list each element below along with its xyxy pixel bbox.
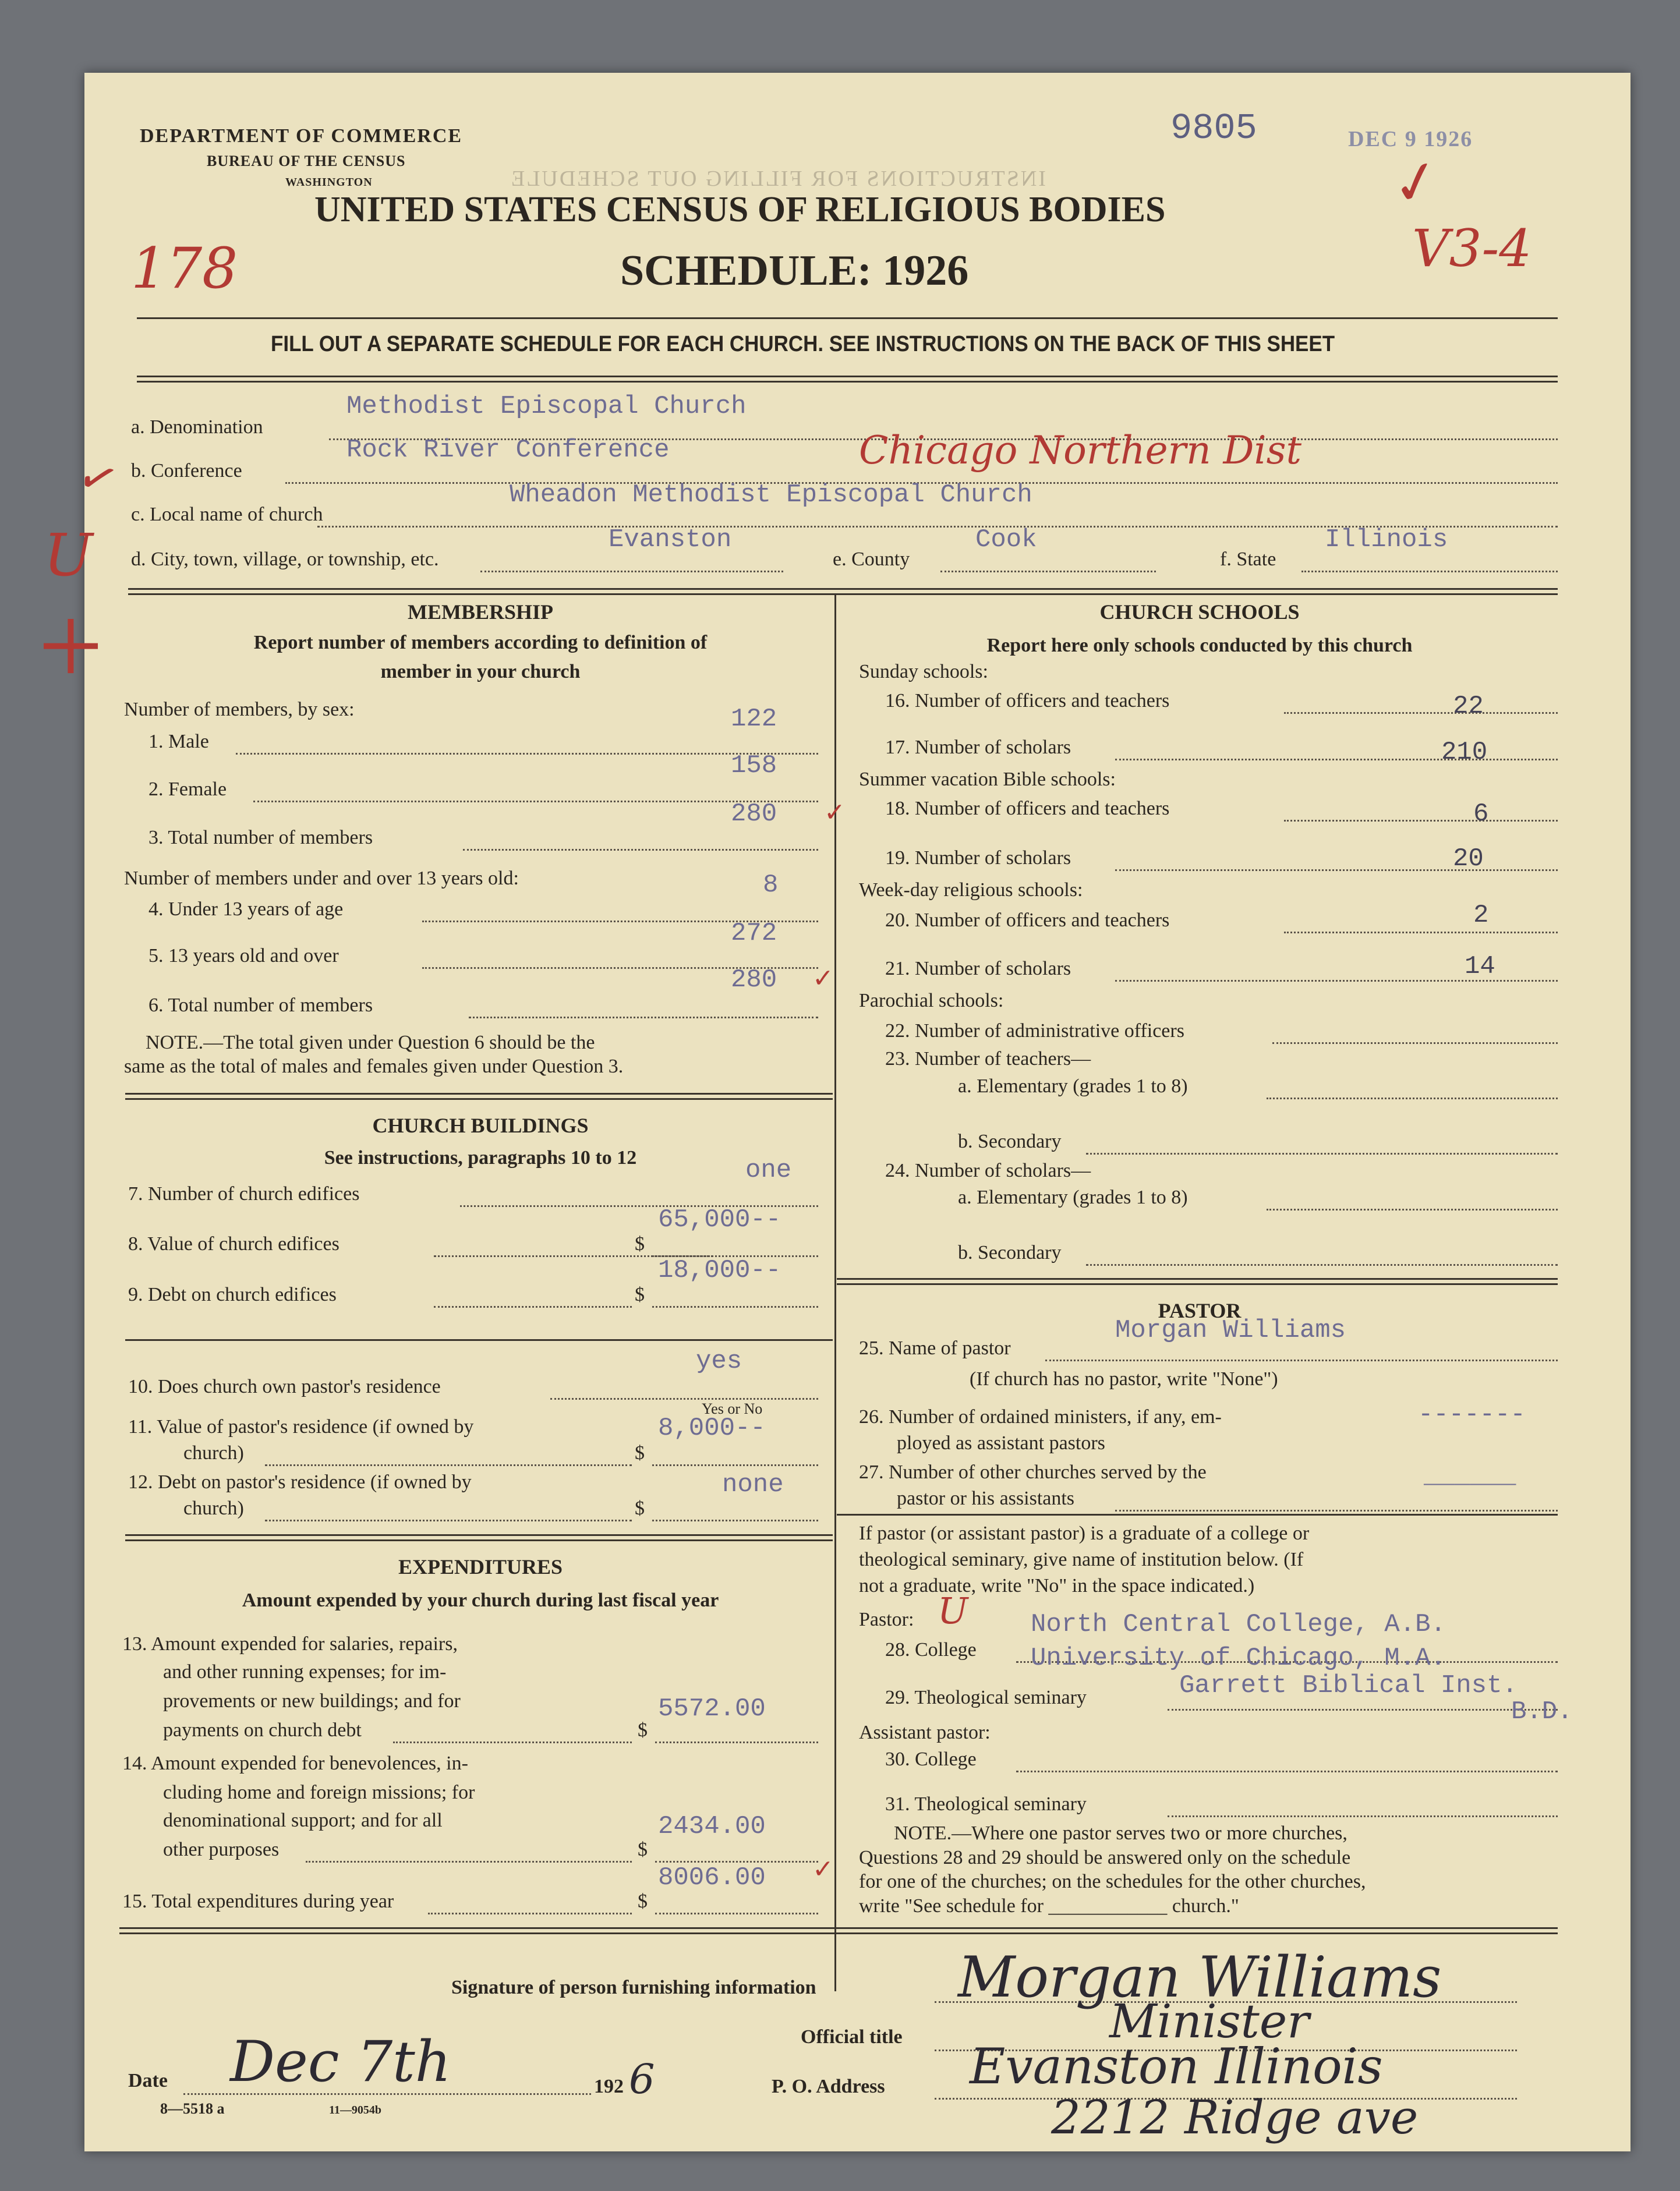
pastor-name-value: Morgan Williams [1115,1316,1346,1345]
form-number: 8—5518 a [160,2100,225,2117]
margin-check-icon: ✓ [70,448,125,510]
total-members-check-icon: ✓ [824,798,846,827]
q27-label-1: 27. Number of other churches served by the [859,1461,1207,1483]
q17-line [1115,759,1558,760]
q13-text-1: 13. Amount expended for salaries, repairs, [122,1633,458,1655]
q16-value: 22 [1453,692,1484,721]
graduate-instruction-3: not a graduate, write "No" in the space indicated.) [859,1575,1255,1597]
expenditures-heading: EXPENDITURES [398,1555,563,1578]
graduate-instruction-2: theological seminary, give name of institution below. (If [859,1549,1304,1570]
buildings-inner-rule [125,1339,833,1341]
date-label: Date [128,2070,168,2091]
male-label: 1. Male [148,731,209,752]
residence-value-amount: 8,000-- [658,1414,766,1443]
state-line [1301,571,1558,572]
q29-line [1168,1709,1558,1711]
q23-label: 23. Number of teachers— [885,1048,1091,1070]
q13-line [393,1742,632,1743]
margin-plus-mark: + [38,582,104,710]
q26-value: ------- [1418,1400,1526,1429]
graduate-instruction-1: If pastor (or assistant pastor) is a graduate of a college or [859,1523,1310,1544]
q13-dollar: $ [638,1719,648,1741]
schools-rule [837,1278,1558,1285]
q18-label: 18. Number of officers and teachers [885,798,1170,819]
census-schedule-sheet [38,73,1631,2151]
fill-out-instruction: FILL OUT A SEPARATE SCHEDULE FOR EACH CHURCH. SEE INSTRUCTIONS ON THE BACK OF THIS SHEET [271,332,1335,356]
edifices-debt-amount: 18,000-- [658,1256,781,1285]
residence-value-amount-line [652,1464,818,1466]
church-name-value: Wheadon Methodist Episcopal Church [510,480,1032,509]
section-rule [128,588,1558,595]
total-members-value: 280 [731,799,777,829]
po-address-value: Evanston Illinois [970,2038,1383,2095]
q14-text-4: other purposes [163,1839,280,1860]
membership-subheading-1: Report number of members according to definition of [253,632,708,653]
residence-value-line [265,1464,632,1466]
q20-line [1284,932,1558,933]
buildings-heading: CHURCH BUILDINGS [372,1114,589,1137]
q15-amount: 8006.00 [658,1863,766,1892]
seminary-value-2: B.D. [1511,1697,1573,1726]
edifices-debt-dollar: $ [635,1284,645,1305]
denomination-value: Methodist Episcopal Church [346,392,747,421]
date-value: Dec 7th [230,2029,451,2094]
city-label: d. City, town, village, or township, etc. [131,548,439,570]
residence-debt-label-2: church) [183,1498,244,1519]
under-13-value: 8 [763,870,779,900]
po-address-street: 2212 Ridge ave [1051,2090,1419,2144]
q22-label: 22. Number of administrative officers [885,1020,1184,1042]
edifices-debt-amount-line [652,1306,818,1308]
q25-note: (If church has no pastor, write "None") [970,1368,1278,1390]
total-members-label: 3. Total number of members [148,827,373,848]
state-value: Illinois [1325,525,1448,554]
conference-value: Rock River Conference [346,436,670,465]
q24a-label: a. Elementary (grades 1 to 8) [958,1187,1188,1208]
residence-debt-amount-line [652,1520,818,1521]
q27-value: ______ [1424,1461,1516,1491]
q23a-line [1267,1098,1558,1099]
edifices-value-amount: 65,000-- [658,1205,781,1234]
q27-label-2: pastor or his assistants [897,1488,1075,1509]
q13-amount-line [655,1742,818,1743]
q16-label: 16. Number of officers and teachers [885,690,1170,712]
q17-label: 17. Number of scholars [885,737,1071,758]
members-by-sex-label: Number of members, by sex: [124,699,355,720]
membership-note-2: same as the total of males and females given under Question 3. [124,1056,624,1077]
parochial-schools-label: Parochial schools: [859,990,1004,1011]
q14-amount-line [655,1861,818,1863]
membership-rule [125,1093,833,1100]
q26-label-1: 26. Number of ordained ministers, if any, em- [859,1406,1222,1428]
signature-label: Signature of person furnishing information [451,1977,816,1998]
residence-debt-label-1: 12. Debt on pastor's residence (if owned by [128,1471,472,1493]
yes-or-no-hint: Yes or No [702,1400,763,1417]
county-value: Cook [975,525,1037,554]
total-members-age-label: 6. Total number of members [148,994,373,1016]
female-value: 158 [731,751,777,780]
college-value-2: University of Chicago, M.A. [1031,1644,1446,1673]
conference-label: b. Conference [131,460,242,482]
county-line [940,571,1156,572]
q27-line [1115,1510,1558,1512]
schools-subheading: Report here only schools conducted by this church [986,635,1413,656]
handwritten-number: 178 [131,236,238,301]
q13-amount: 5572.00 [658,1694,766,1723]
year-suffix: 6 [629,2055,655,2103]
q14-text-3: denominational support; and for all [163,1810,443,1831]
q24a-line [1267,1209,1558,1210]
q19-label: 19. Number of scholars [885,847,1071,869]
year-prefix: 192 [594,2076,624,2097]
q14-text-2: cluding home and foreign missions; for [163,1782,475,1803]
q31-label: 31. Theological seminary [885,1793,1087,1815]
conference-handwritten-district: Chicago Northern Dist [859,428,1301,473]
form-title: UNITED STATES CENSUS OF RELIGIOUS BODIES [314,190,1166,229]
q23b-line [1086,1153,1558,1155]
q18-value: 6 [1473,799,1489,829]
sunday-schools-label: Sunday schools: [859,661,988,682]
header-rule-top [137,317,1558,319]
over-13-value: 272 [731,919,777,948]
q19-line [1115,869,1558,871]
buildings-rule [125,1534,833,1541]
q15-check-icon: ✓ [812,1855,834,1884]
pastor-red-mark: U [938,1590,968,1632]
owns-residence-line [550,1398,818,1400]
q24-label: 24. Number of scholars— [885,1160,1091,1181]
q28-label: 28. College [885,1639,977,1661]
po-address-label: P. O. Address [772,2076,885,2097]
total-members-age-check-icon: ✓ [812,964,834,993]
residence-debt-amount: none [722,1470,784,1499]
q21-value: 14 [1465,952,1495,981]
vacation-schools-label: Summer vacation Bible schools: [859,769,1116,790]
edifices-count-label: 7. Number of church edifices [128,1183,360,1205]
city-line [480,571,783,572]
q24b-line [1086,1264,1558,1266]
college-value-1: North Central College, A.B. [1031,1610,1446,1639]
q13-text-2: and other running expenses; for im- [163,1661,447,1683]
q26-label-2: ployed as assistant pastors [897,1432,1105,1454]
q20-value: 2 [1473,901,1489,930]
schedule-year-title: SCHEDULE: 1926 [620,247,969,295]
pastor-heading: PASTOR [1158,1299,1242,1322]
bureau-label: BUREAU OF THE CENSUS [207,153,406,169]
pastor-note-3: for one of the churches; on the schedules for the other churches, [859,1871,1366,1892]
members-by-age-label: Number of members under and over 13 years old: [124,868,519,889]
under-13-label: 4. Under 13 years of age [148,898,344,920]
q14-line [306,1861,632,1863]
q17-value: 210 [1441,738,1488,767]
edifices-debt-label: 9. Debt on church edifices [128,1284,337,1305]
church-name-label: c. Local name of church [131,504,323,525]
q30-label: 30. College [885,1748,977,1770]
check-mark-icon: ✓ [1385,146,1447,220]
q25-line [1045,1360,1558,1361]
edifices-value-label: 8. Value of church edifices [128,1233,339,1255]
edifices-value-dollar: $ [635,1233,645,1255]
q23a-label: a. Elementary (grades 1 to 8) [958,1075,1188,1097]
q18-line [1284,820,1558,822]
membership-subheading-2: member in your church [380,661,581,682]
footer-rule [119,1927,1558,1934]
pastor-label: Pastor: [859,1609,914,1630]
q15-dollar: $ [638,1891,648,1912]
handwritten-code: V3-4 [1412,218,1532,278]
pastor-note-4: write "See schedule for ____________ church." [859,1895,1239,1917]
total-members-age-value: 280 [731,965,777,994]
membership-note-1: NOTE.—The total given under Question 6 should be the [146,1032,595,1053]
weekday-schools-label: Week-day religious schools: [859,879,1083,901]
state-label: f. State [1220,548,1276,570]
edifices-debt-line [434,1306,632,1308]
female-label: 2. Female [148,778,227,800]
owns-residence-value: yes [696,1347,742,1376]
serial-number: 9805 [1170,108,1257,149]
expenditures-subheading: Amount expended by your church during last fiscal year [242,1590,719,1611]
q22-line [1272,1042,1558,1044]
edifices-count-value: one [745,1156,792,1185]
schools-heading: CHURCH SCHOOLS [1099,600,1300,624]
residence-value-label-1: 11. Value of pastor's residence (if owned by [128,1416,474,1438]
total-members-line [463,849,818,851]
q14-dollar: $ [638,1839,648,1860]
signature-value: Morgan Williams [958,1945,1442,2010]
margin-letter-mark: U [44,521,93,589]
q15-amount-line [655,1913,818,1914]
pastor-rule [837,1514,1558,1516]
header-rule-bottom [137,376,1558,383]
q20-label: 20. Number of officers and teachers [885,909,1170,931]
owns-residence-label: 10. Does church own pastor's residence [128,1376,441,1397]
residence-value-label-2: church) [183,1442,244,1464]
residence-debt-line [265,1520,632,1521]
county-label: e. County [833,548,910,570]
q15-line [428,1913,632,1914]
q15-label: 15. Total expenditures during year [122,1891,394,1912]
q21-label: 21. Number of scholars [885,958,1071,979]
q13-text-3: provements or new buildings; and for [163,1690,461,1712]
official-title-label: Official title [801,2026,903,2048]
seminary-value-1: Garrett Biblical Inst. [1179,1671,1518,1700]
print-number: 11—9054b [329,2104,382,2116]
q14-amount: 2434.00 [658,1812,766,1841]
city-value: Evanston [609,525,732,554]
buildings-subheading: See instructions, paragraphs 10 to 12 [324,1147,637,1169]
male-value: 122 [731,705,777,734]
q31-line [1168,1815,1558,1817]
official-title-value: Minister [1109,1994,1310,2048]
q30-line [1016,1771,1558,1772]
residence-value-dollar: $ [635,1442,645,1464]
q24b-label: b. Secondary [958,1242,1062,1263]
total-members-age-line [469,1017,818,1018]
denomination-label: a. Denomination [131,416,263,438]
q23b-label: b. Secondary [958,1131,1062,1152]
q25-label: 25. Name of pastor [859,1337,1011,1359]
q13-text-4: payments on church debt [163,1719,362,1741]
membership-heading: MEMBERSHIP [407,600,553,624]
department-label: DEPARTMENT OF COMMERCE [140,125,463,147]
residence-debt-dollar: $ [635,1498,645,1519]
bleed-through-text: INSTRUCTIONS FOR FILLING OUT SCHEDULE [510,167,1046,191]
pastor-note-1: NOTE.—Where one pastor serves two or more churches, [894,1822,1347,1844]
received-date-stamp: DEC 9 1926 [1348,127,1473,151]
pastor-note-2: Questions 28 and 29 should be answered only on the schedule [859,1847,1351,1868]
over-13-label: 5. 13 years old and over [148,945,339,967]
q14-text-1: 14. Amount expended for benevolences, in- [122,1753,468,1774]
assistant-pastor-label: Assistant pastor: [859,1722,991,1743]
q19-value: 20 [1453,844,1484,873]
q29-label: 29. Theological seminary [885,1687,1087,1708]
q16-line [1284,712,1558,714]
city-label: WASHINGTON [285,176,373,189]
